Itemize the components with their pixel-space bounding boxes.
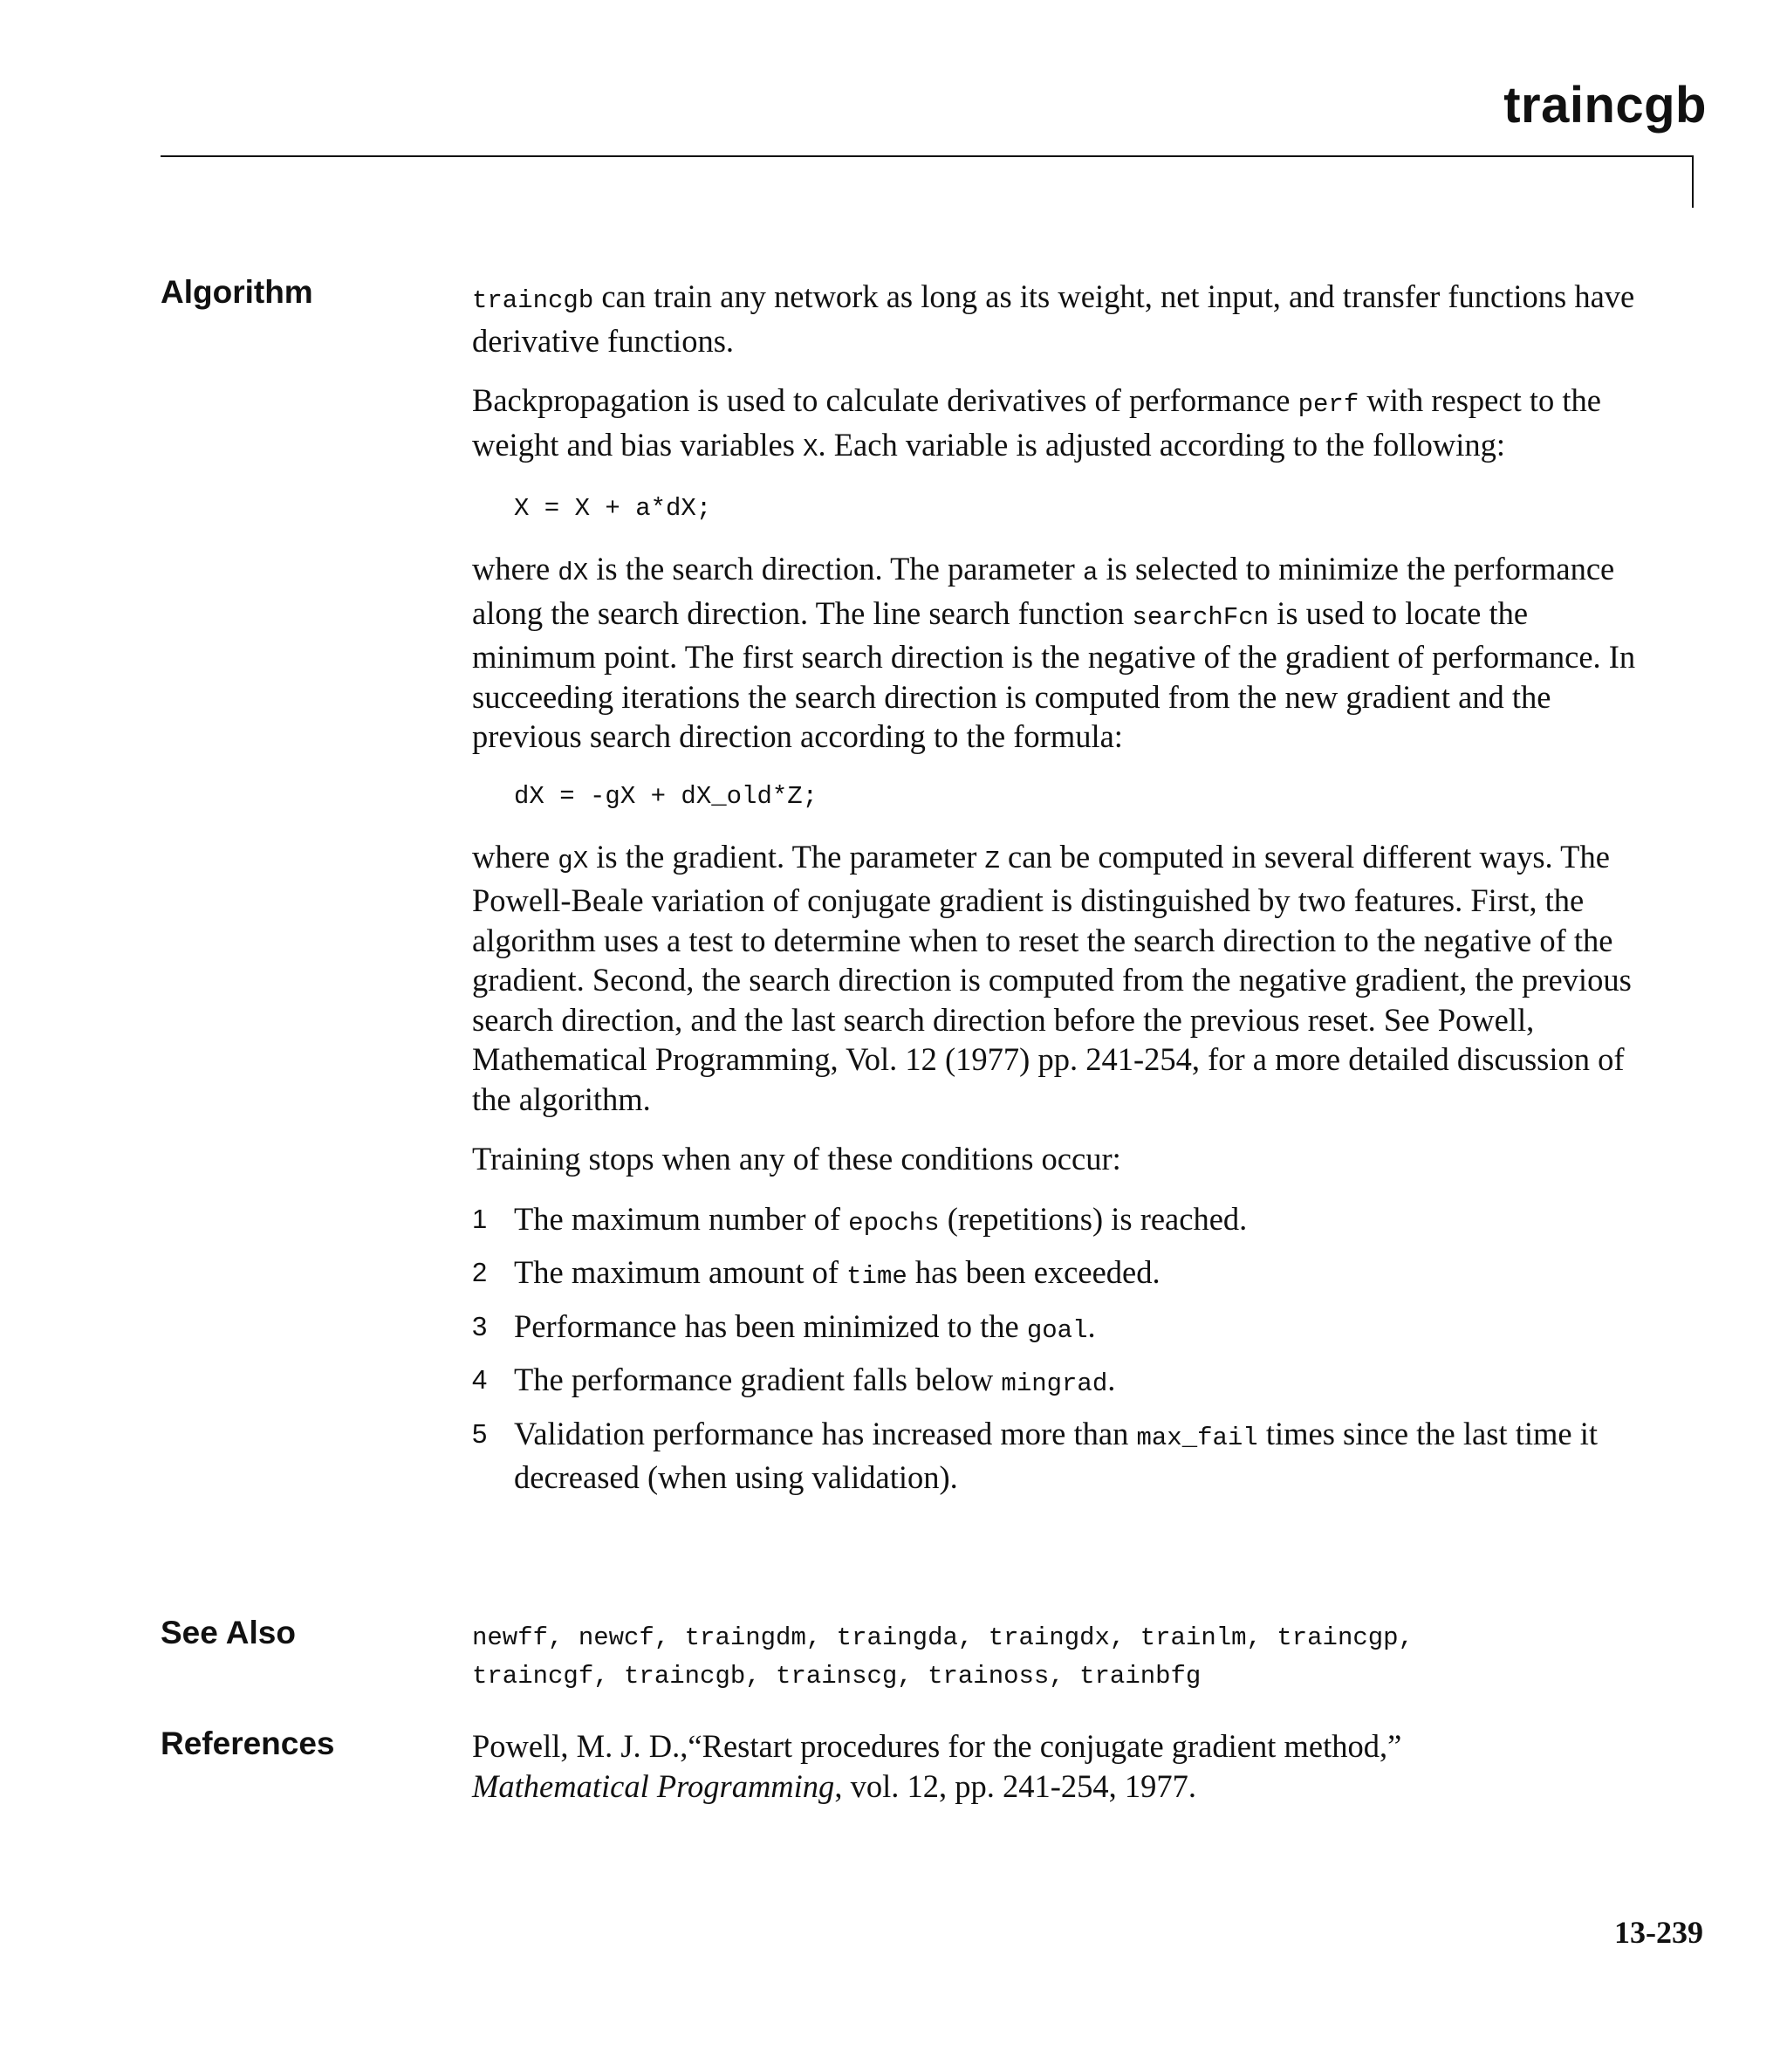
algorithm-paragraph-3: where dX is the search direction. The parameter a is selected to minimize the performance along the search direction. The line search function searchFcn is used to locate the minimum point. The first search direction is the negative of the gradient of performance. In succeeding iterations the search direction is computed from the new gradient and the previous search direction according to the formula: (472, 551, 1636, 754)
list-item: 2 The maximum amount of time has been exceeded. (472, 1254, 1161, 1291)
see-also-list (472, 1619, 1641, 1696)
references-heading: References (161, 1726, 335, 1761)
algorithm-paragraph-4: where gX is the gradient. The parameter Z can be computed in several different ways. The Powell-Beale variation of conjugate gradient is distinguished by two features. First, the algorithm uses a test to determine when to reset the search direction to the negative of the gradient. Second, the search direction is computed from the negative gradient, the previous search direction, and the last search direction before the previous reset. See Powell, Mathematical Programming, Vol. 12 (1977) pp. 241-254, for a more detailed discussion of the algorithm. (472, 838, 1632, 1117)
journal-title: Mathematical Programming (472, 1767, 835, 1804)
inline-code: perf (1297, 390, 1359, 419)
list-number: 2 (472, 1257, 488, 1287)
stop-conditions-list (472, 1199, 1641, 1498)
inline-code: mingrad (1001, 1369, 1108, 1398)
inline-code: dX (558, 559, 589, 587)
see-also-line-2: traincgf, traincgb, trainscg, trainoss, trainbfg (472, 1662, 1202, 1691)
list-number: 5 (472, 1417, 488, 1449)
algorithm-paragraph-2: Backpropagation is used to calculate derivatives of performance perf with respect to the weight and bias variables X. Each variable is adjusted according to the following: (472, 382, 1601, 463)
inline-code: searchFcn (1132, 602, 1270, 632)
list-number: 4 (472, 1364, 488, 1395)
inline-code: Z (984, 846, 1000, 875)
algorithm-body (472, 277, 1641, 1507)
algorithm-paragraph-1: traincgb can train any network as long as its weight, net input, and transfer functions have derivative functions. (472, 278, 1635, 359)
inline-code: max_fail (1136, 1423, 1258, 1452)
list-item: 5 Validation performance has increased more than max_fail times since the last time it decreased (when using validation). (472, 1415, 1598, 1495)
algorithm-heading: Algorithm (161, 274, 313, 310)
inline-code: gX (558, 846, 589, 875)
algorithm-paragraph-5: Training stops when any of these conditions occur: (472, 1141, 1121, 1177)
see-also-heading: See Also (161, 1615, 296, 1650)
inline-code: X (803, 434, 818, 463)
inline-code: epochs (848, 1208, 940, 1238)
inline-code: time (846, 1262, 907, 1291)
header-rule (161, 155, 1694, 157)
inline-code: goal (1026, 1315, 1088, 1345)
list-item: 3 Performance has been minimized to the goal. (472, 1307, 1096, 1345)
reference-entry: Powell, M. J. D.,“Restart procedures for the conjugate gradient method,” Mathematical Programming, vol. 12, pp. 241-254, 1977. (472, 1728, 1402, 1804)
list-item: 1 The maximum number of epochs (repetitions) is reached. (472, 1200, 1248, 1238)
code-example-2: dX = -gX + dX_old*Z; (514, 781, 818, 811)
header-rule-tick (1692, 155, 1694, 208)
inline-code: a (1082, 559, 1099, 587)
code-example-1: X = X + a*dX; (514, 494, 712, 523)
inline-code: traincgb (472, 286, 594, 315)
list-number: 3 (472, 1310, 488, 1341)
list-number: 1 (472, 1203, 488, 1234)
page-number: 13-239 (1614, 1915, 1703, 1950)
see-also-line-1: newff, newcf, traingdm, traingda, traingdx, trainlm, traincgp, (472, 1623, 1414, 1652)
list-item: 4 The performance gradient falls below mingrad. (472, 1362, 1116, 1398)
page-title: traincgb (1503, 77, 1707, 134)
